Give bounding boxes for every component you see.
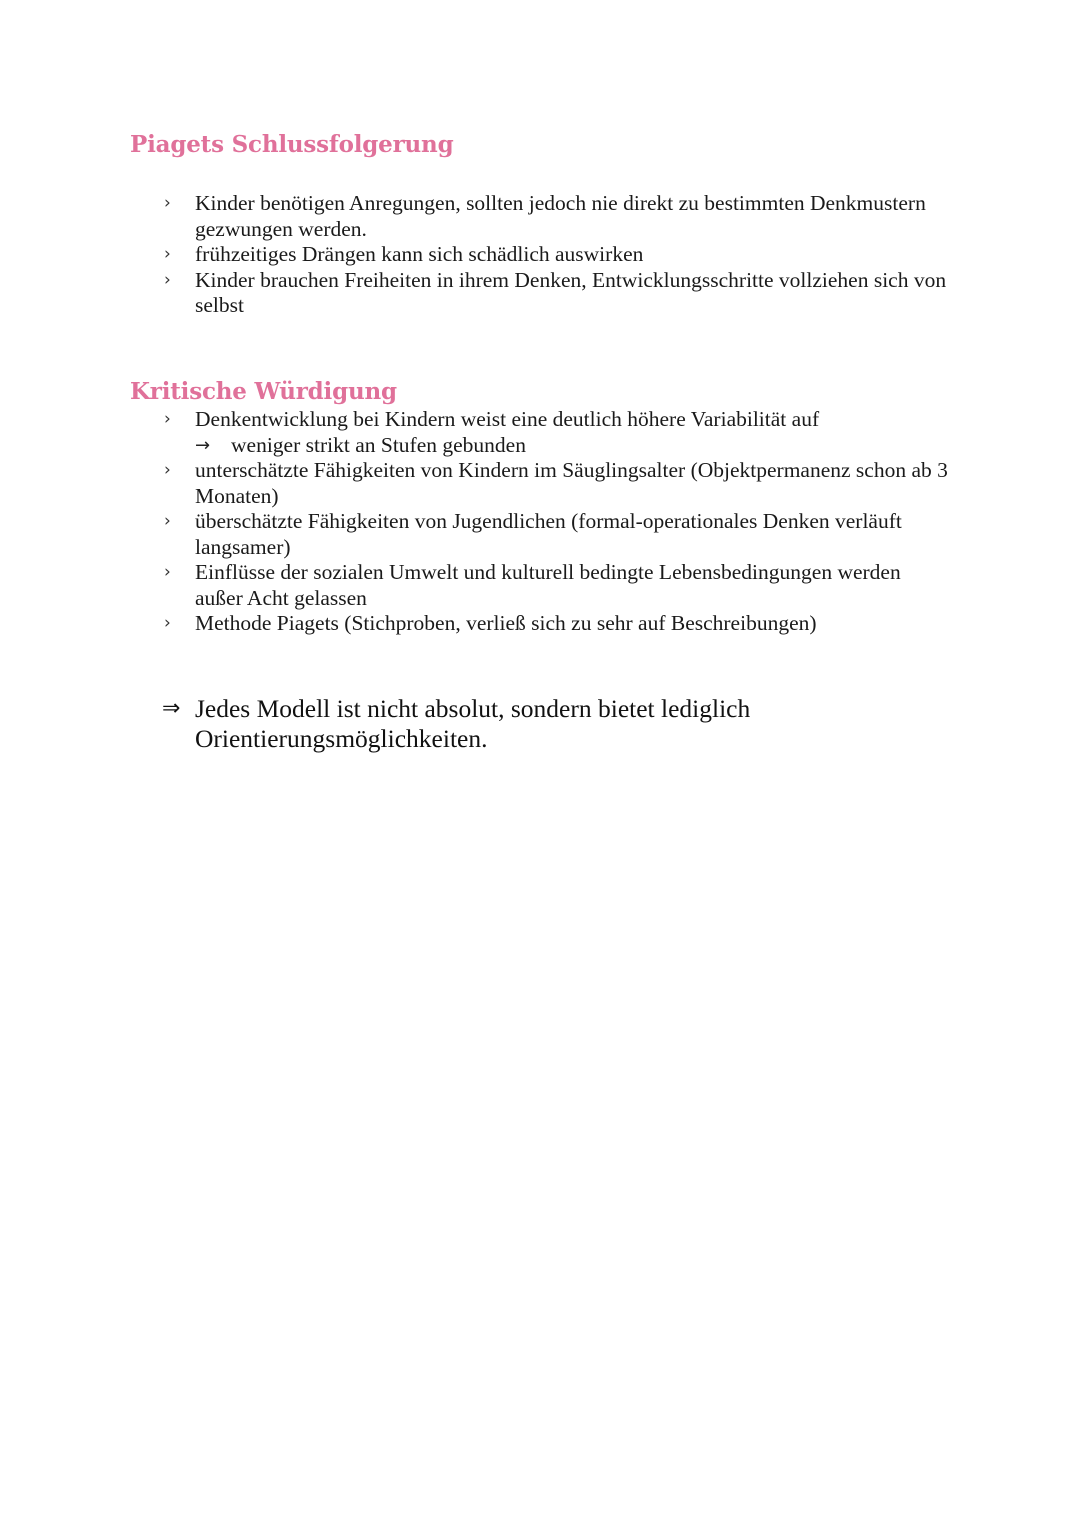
- list-item-text: unterschätzte Fähigkeiten von Kindern im Säuglingsalter (Objektpermanenz schon ab 3 Monaten): [195, 458, 948, 508]
- chevron-right-icon: ›: [164, 409, 171, 429]
- chevron-right-icon: ›: [164, 562, 171, 582]
- section-schlussfolgerung: [130, 130, 950, 319]
- chevron-right-icon: ›: [164, 244, 171, 264]
- conclusion: [162, 694, 995, 754]
- list-item: [130, 242, 950, 268]
- list-item: [130, 458, 950, 509]
- sub-point: [195, 433, 950, 459]
- chevron-right-icon: ›: [164, 193, 171, 213]
- list-item: [130, 268, 950, 319]
- bullet-list: [130, 407, 950, 637]
- arrow-right-icon: →: [195, 434, 211, 456]
- chevron-right-icon: ›: [164, 613, 171, 633]
- list-item: [130, 407, 950, 458]
- list-item-text: Denkentwicklung bei Kindern weist eine deutlich höhere Variabilität auf: [195, 407, 820, 431]
- chevron-right-icon: ›: [164, 511, 171, 531]
- list-item-text: überschätzte Fähigkeiten von Jugendlichen (formal-operationales Denken verläuft langsamer): [195, 509, 902, 559]
- list-item: [130, 611, 950, 637]
- chevron-right-icon: ›: [164, 269, 171, 290]
- list-item-text: frühzeitiges Drängen kann sich schädlich auswirken: [195, 242, 644, 266]
- list-item-text: Kinder brauchen Freiheiten in ihrem Denken, Entwicklungsschritte vollziehen sich von selbst: [195, 267, 947, 317]
- list-item: [130, 560, 950, 611]
- double-arrow-right-icon: ⇒: [162, 696, 181, 721]
- list-item-text: Kinder benötigen Anregungen, sollten jedoch nie direkt zu bestimmten Denkmustern gezwungen werden.: [195, 191, 926, 241]
- conclusion-text: Jedes Modell ist nicht absolut, sondern bietet lediglich Orientierungsmöglichkeiten.: [195, 694, 751, 753]
- chevron-right-icon: ›: [164, 460, 171, 480]
- sub-point-text: weniger strikt an Stufen gebunden: [231, 432, 526, 457]
- bullet-list: [130, 191, 950, 319]
- list-item: [130, 191, 950, 242]
- section-heading: Piagets Schlussfolgerung: [130, 131, 454, 158]
- list-item: [130, 509, 950, 560]
- section-heading: Kritische Würdigung: [130, 378, 397, 405]
- section-kritische-wuerdigung: [130, 377, 950, 637]
- list-item-text: Methode Piagets (Stichproben, verließ sich zu sehr auf Beschreibungen): [195, 611, 817, 635]
- list-item-text: Einflüsse der sozialen Umwelt und kulturell bedingte Lebensbedingungen werden außer Acht gelassen: [195, 560, 901, 610]
